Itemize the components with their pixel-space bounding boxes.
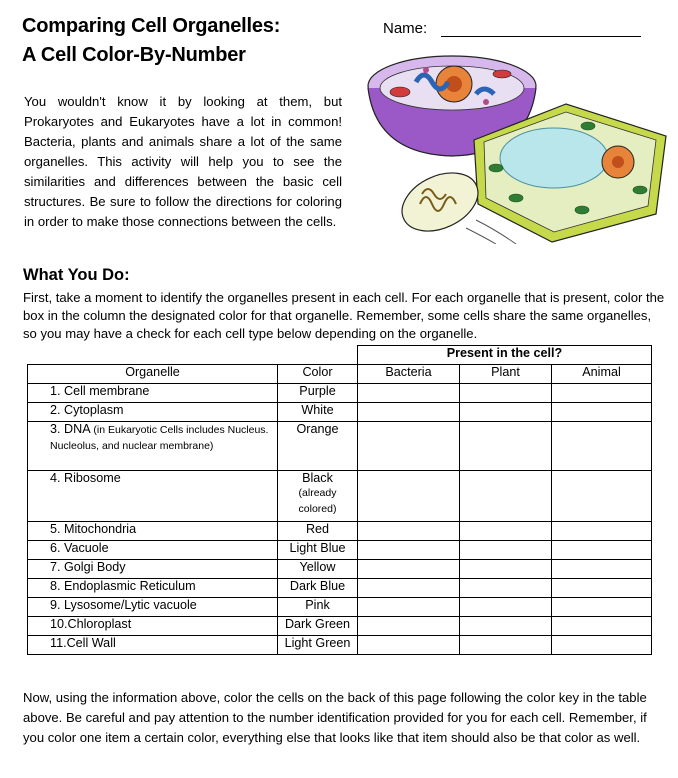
instructions-paragraph: First, take a moment to identify the organelles present in each cell. For each organelle that is present, color the box in the column the designated color for that organelle. Remember, some cells share the same organelles, so you may have a check for each cell type below depending on the organelle. (23, 290, 665, 341)
organelle-cell: 9. Lysosome/Lytic vacuole (28, 598, 278, 617)
intro-paragraph: You wouldn't know it by looking at them, but Prokaryotes and Eukaryotes have a lot in common! Bacteria, plants and animals share a lot of the same organelles. This activity will help you to see the similarities and differences between the basic cell structures. Be sure to follow the directions for coloring in order to make those connections between the cells. (24, 94, 342, 229)
organelle-header: Organelle (28, 365, 278, 384)
organelle-cell: 1. Cell membrane (28, 384, 278, 403)
organelle-name: 3. DNA (50, 422, 90, 436)
bacteria-box[interactable] (358, 560, 460, 579)
plant-box[interactable] (460, 560, 552, 579)
animal-box[interactable] (552, 384, 652, 403)
plant-box[interactable] (460, 403, 552, 422)
color-cell: Dark Green (278, 617, 358, 636)
animal-box[interactable] (552, 422, 652, 471)
organelle-cell: 11.Cell Wall (28, 636, 278, 655)
color-cell: Light Green (278, 636, 358, 655)
color-cell: Purple (278, 384, 358, 403)
closing-paragraph: Now, using the information above, color the cells on the back of this page following the color key in the table above. Be careful and pay attention to the number identification provided for you for each cell. Remember, if you color one item a certain color, everything else that looks like that item should also be that color as well. (23, 690, 647, 745)
bacteria-box[interactable] (358, 522, 460, 541)
color-cell: Orange (278, 422, 358, 471)
bacteria-box[interactable] (358, 422, 460, 471)
plant-box[interactable] (460, 471, 552, 522)
organelle-cell: 2. Cytoplasm (28, 403, 278, 422)
organelle-cell: 7. Golgi Body (28, 560, 278, 579)
table-row (28, 579, 652, 598)
organelle-table (27, 345, 652, 655)
color-header: Color (278, 365, 358, 384)
organelle-note: (in Eukaryotic Cells includes Nucleus. Nucleolus, and nuclear membrane) (50, 424, 269, 452)
animal-box[interactable] (552, 522, 652, 541)
color-note: (already colored) (298, 487, 337, 515)
table-row (28, 560, 652, 579)
bacteria-box[interactable] (358, 471, 460, 522)
organelle-cell: 8. Endoplasmic Reticulum (28, 579, 278, 598)
animal-box[interactable] (552, 471, 652, 522)
plant-header: Plant (460, 365, 552, 384)
animal-box[interactable] (552, 579, 652, 598)
plant-box[interactable] (460, 636, 552, 655)
color-cell: Yellow (278, 560, 358, 579)
animal-header: Animal (552, 365, 652, 384)
bacteria-box[interactable] (358, 598, 460, 617)
animal-box[interactable] (552, 617, 652, 636)
plant-box[interactable] (460, 384, 552, 403)
table-row (28, 636, 652, 655)
cell-illustration (356, 44, 668, 244)
table-row (28, 471, 652, 522)
plant-box[interactable] (460, 598, 552, 617)
organelle-cell: 4. Ribosome (28, 471, 278, 522)
plant-box[interactable] (460, 617, 552, 636)
color-cell: Red (278, 522, 358, 541)
bacteria-box[interactable] (358, 617, 460, 636)
plant-box[interactable] (460, 579, 552, 598)
animal-box[interactable] (552, 403, 652, 422)
color-cell: Dark Blue (278, 579, 358, 598)
table-row (28, 384, 652, 403)
vacuole-icon (500, 128, 608, 188)
animal-box[interactable] (552, 560, 652, 579)
flagella-icon (466, 220, 516, 244)
worksheet-subtitle: A Cell Color-By-Number (22, 44, 246, 66)
color-cell (278, 471, 358, 522)
organelle-cell: 10.Chloroplast (28, 617, 278, 636)
color-cell: Pink (278, 598, 358, 617)
bacteria-header: Bacteria (358, 365, 460, 384)
name-label: Name: (383, 20, 428, 37)
table-row (28, 522, 652, 541)
bacteria-box[interactable] (358, 636, 460, 655)
bacteria-box[interactable] (358, 403, 460, 422)
bacteria-box[interactable] (358, 579, 460, 598)
plant-box[interactable] (460, 541, 552, 560)
worksheet-title: Comparing Cell Organelles: (22, 15, 281, 37)
bacterium-icon (393, 162, 487, 243)
table-row (28, 617, 652, 636)
color-name: Black (302, 471, 333, 485)
what-you-do-heading: What You Do: (23, 266, 130, 284)
animal-box[interactable] (552, 541, 652, 560)
color-cell: Light Blue (278, 541, 358, 560)
name-blank-line[interactable] (441, 36, 641, 37)
table-row (28, 422, 652, 471)
animal-box[interactable] (552, 598, 652, 617)
organelle-cell: 5. Mitochondria (28, 522, 278, 541)
table-column-header-row (28, 365, 652, 384)
mitochondria-icon (390, 87, 410, 97)
plant-box[interactable] (460, 522, 552, 541)
color-cell: White (278, 403, 358, 422)
table-row (28, 541, 652, 560)
animal-box[interactable] (552, 636, 652, 655)
present-in-cell-header: Present in the cell? (358, 346, 652, 365)
table-top-header-row (28, 346, 652, 365)
bacteria-box[interactable] (358, 384, 460, 403)
organelle-cell: 6. Vacuole (28, 541, 278, 560)
plant-box[interactable] (460, 422, 552, 471)
bacteria-box[interactable] (358, 541, 460, 560)
table-row (28, 403, 652, 422)
organelle-cell (28, 422, 278, 471)
table-row (28, 598, 652, 617)
